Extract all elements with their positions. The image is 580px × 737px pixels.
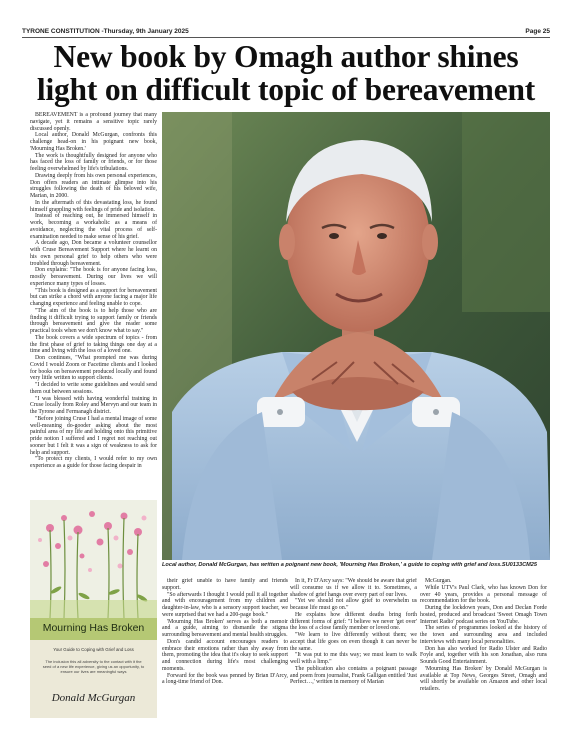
article-paragraph: Don has also worked for Radio Ulster and Radio Foyle and, together with his son Jonathan, also runs Sounds Good Entertainment. [420,645,547,665]
article-paragraph: Don explains: "The book is for anyone facing loss, mostly bereavement. During our lives we will experience many types of losses. [30,267,157,287]
article-paragraph: "To protect my clients, I would refer to my own experience as a guide for those facing despair in [30,456,157,469]
portrait-illustration [162,112,550,560]
article-bottom-column-2 [290,578,417,718]
article-paragraph: "I was blessed with having wonderful training in Cruse locally from Roley and Mervyn and our team in the Tyrone and Fermanagh district. [30,395,157,415]
article-paragraph: A decade ago, Don became a volunteer counsellor with Cruse Bereavement Support where he learnt on his own personal grief to help others who were troubled through bereavement. [30,240,157,267]
publication-date: TYRONE CONSTITUTION -Thursday, 9th January 2025 [22,28,189,35]
article-paragraph: He explains how different deaths bring forth different forms of grief: "I believe we never 'get over' the loss of a close family member or loved one. [290,611,417,632]
article-paragraph: BEREAVEMENT is a profound journey that many navigate, yet it remains a sensitive topic rarely discussed openly. [30,112,157,132]
article-paragraph: Don continues, "What prompted me was during Covid I would Zoom or Facetime clients and I looked for books on bereavement produced locally and found very little written to support clients. [30,355,157,382]
article-paragraph: In the aftermath of this devastating loss, he found himself grappling with feelings of pride and isolation. [30,199,157,213]
headline [22,40,550,106]
article-paragraph: The book covers a wide spectrum of topics - from the first phase of grief to taking things one day at a time and living with the loss of a loved one. [30,334,157,355]
article-paragraph: Local author, Donald McGurgan, confronts this challenge head-on in his poignant new book, 'Mourning Has Broken.' [30,132,157,152]
masthead-rule [22,37,550,38]
article-bottom-column-3 [420,578,547,718]
article-paragraph: "Before joining Cruse I had a mental image of some well-meaning do-gooder asking about the most painful area of my life and holding onto this primitive pride notion I suffered and I regret not reaching out sooner but I felt it was a sign of weakness to ask for help and support. [30,415,157,456]
book-title: Mourning Has Broken [42,622,145,634]
article-paragraph: "Yet we should not allow grief to overwhelm us because life must go on." [290,598,417,611]
article-paragraph: In it, Fr D'Arcy says: "We should be aware that grief will consume us if we allow it to. Sometimes, a shadow of grief hangs over every part of our lives. [290,578,417,598]
book-blurb: The inclusion this all adversity to the contact with it the seed of a new life experience, giving us an opportunity, to ensure our lives are meaningful ways [42,659,145,675]
flower-illustration [30,500,157,618]
article-paragraph: Forward for the book was penned by Brian D'Arcy, a long-time friend of Don. [162,672,288,686]
article-left-column [30,112,157,502]
article-paragraph: The publication also contains a poignant passage and poem from journalist, Frank Galligan entitled 'Just Perfect…,' written in memory of Marian [290,665,417,686]
article-paragraph: Drawing deeply from his own personal experiences, Don offers readers an intimate glimpse into his struggles following the death of his beloved wife, Marian, in 2000. [30,172,157,199]
article-paragraph: The work is thoughtfully designed for anyone who has faced the loss of family or friends, or for those feeling overwhelmed by life's tribulations. [30,152,157,172]
article-paragraph: While UTV's Paul Clark, who has known Don for over 40 years, provides a personal message of recommendation for the book. [420,584,547,605]
headline-line-2: light on difficult topic of bereavement [36,72,536,107]
article-paragraph: their grief unable to have family and friends support. [162,578,288,591]
article-paragraph: "It was put to me this way; we must learn to walk well with a limp." [290,652,417,665]
article-paragraph: "This book is designed as a support for bereavement but can strike a chord with anyone facing a major life changing experience and feeling unable to cope. [30,287,157,307]
article-paragraph: Don's candid account encourages readers to embrace their emotions rather than shy away from them, promoting the idea that it's okay to seek support and connection during life's most challenging moments. [162,638,288,672]
author-portrait-photo [162,112,550,560]
article-paragraph: During the lockdown years, Don and Declan Forde hosted, produced and broadcast 'Sweet Omagh Town Internet Radio' podcast series on YouTube. [420,605,547,625]
book-subtitle: Your Guide to Coping with Grief and Loss [53,647,134,652]
page-number: Page 25 [525,28,550,35]
photo-caption: Local author, Donald McGurgan, has written a poignant new book, 'Mourning Has Broken,' a guide to coping with grief and loss.SU0133CM25 [162,562,537,568]
article-paragraph: "We learn to live differently without them; we accept that life goes on even though it can never be the same. [290,632,417,652]
article-paragraph: McGurgan. [425,578,452,584]
article-paragraph: "So afterwards I thought I would pull it all together and with encouragement from my children and daughter-in-law, who is a sensory support teacher, we were surprised that we had a 200-page book." [162,591,288,618]
book-cover-image [30,500,157,718]
article-paragraph: "The aim of the book is to help those who are finding it difficult trying to support family or friends through bereavement and give the reader some practical tools when we don't know what to say." [30,307,157,334]
article-paragraph: The series of programmes looked at the history of the town and surrounding area and included interviews with many local personalities. [420,625,547,645]
article-paragraph: "I decided to write some guidelines and would send them out between sessions. [30,382,157,395]
article-bottom-column-1 [162,578,288,718]
article-paragraph: 'Mourning Has Broken' serves as both a memoir and a guide, aiming to dismantle the stigma surrounding bereavement and mental health struggles. [162,618,288,638]
article-paragraph: 'Mourning Has Broken' by Donald McGurgan is available at Top News, Georges Street, Omagh and will shortly be available on Amazon and other local retailers. [420,665,547,692]
article-paragraph: Instead of reaching out, he immersed himself in work, becoming a workaholic as a means of avoidance, neglecting the vital process of self-examination needed to make sense of his grief. [30,213,157,240]
headline-line-1: New book by Omagh author shines [53,39,519,74]
book-author: Donald McGurgan [51,692,136,704]
